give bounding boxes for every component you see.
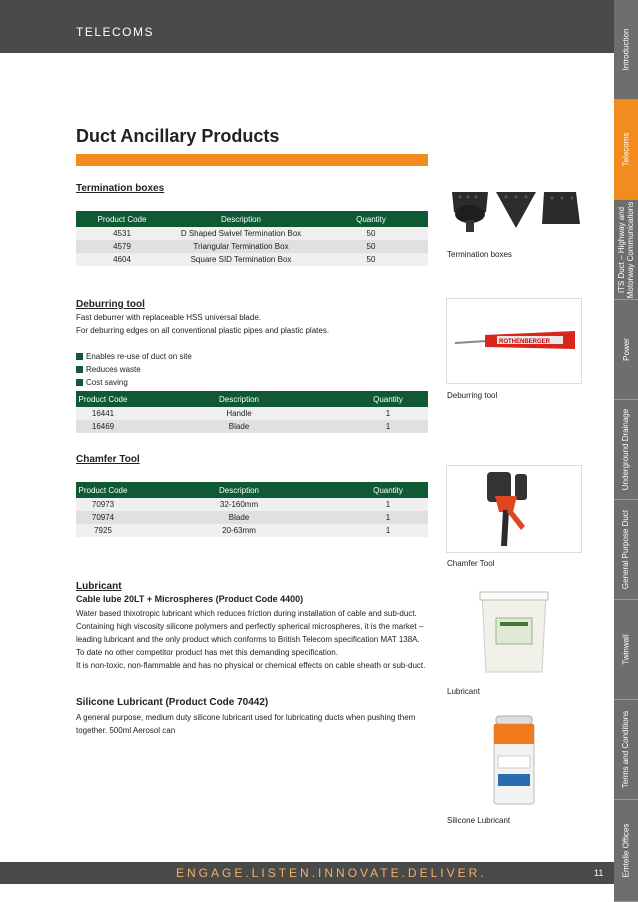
- termination-table: [76, 211, 428, 266]
- chamfer-tool-image: [446, 465, 582, 553]
- deburring-benefits-list: [76, 350, 192, 389]
- termination-boxes-image: [446, 184, 582, 242]
- chamfer-title: Chamfer Tool: [76, 454, 140, 465]
- lubricant-description: Water based thixotropic lubricant which reduces friction during installation of cable and sub-duct. Containing high viscosity silicone polymers and perfectly spherical microspheres, it is the market – leading lubricant and the only product which conforms to British Telecom specification MAT 138A. To date no other competitor product has met this demanding specification. It is non-toxic, non-flammable and has no physical or chemical effects on cable sheath or sub-duct.: [76, 609, 426, 670]
- footer-slogan: ENGAGE.LISTEN.INNOVATE.DELIVER.: [176, 866, 487, 880]
- rothenberger-brand: ROTHENBERGER: [499, 339, 551, 345]
- tab-terms-and-conditions[interactable]: Terms and Conditions: [614, 700, 638, 800]
- chamfer-table: [76, 482, 428, 537]
- table-row: 70974 Blade 1: [76, 511, 428, 524]
- list-item: Reduces waste: [76, 363, 192, 376]
- deburring-tool-image: [446, 298, 582, 384]
- tab-power[interactable]: Power: [614, 300, 638, 400]
- silicone-description: A general purpose, medium duty silicone lubricant used for lubricating ducts when pushing them together. 500ml Aerosol can: [76, 713, 416, 735]
- col-description: Description: [130, 391, 348, 407]
- deburring-caption: Deburring tool: [447, 391, 498, 400]
- sidebar-nav: [614, 0, 638, 902]
- tab-its-duct[interactable]: ITS Duct – Highway and Motorway Communications: [614, 200, 638, 300]
- tab-twinwall[interactable]: Twinwall: [614, 600, 638, 700]
- table-row: 16469 Blade 1: [76, 420, 428, 433]
- header-bar: [0, 0, 614, 53]
- silicone-title: Silicone Lubricant (Product Code 70442): [76, 697, 269, 708]
- lubricant-title: Lubricant: [76, 581, 122, 592]
- table-row: 70973 32-160mm 1: [76, 498, 428, 511]
- silicone-aerosol-image: [446, 712, 582, 808]
- lubricant-subtitle: Cable lube 20LT + Microspheres (Product Code 4400): [76, 594, 304, 604]
- chamfer-caption: Chamfer Tool: [447, 559, 495, 568]
- col-quantity: Quantity: [348, 391, 428, 407]
- termination-title: Termination boxes: [76, 183, 165, 194]
- page-title: Duct Ancillary Products: [76, 126, 280, 146]
- title-accent-bar: [76, 154, 428, 166]
- tab-telecoms[interactable]: Telecoms: [614, 100, 638, 200]
- section-title: TELECOMS: [76, 25, 155, 39]
- silicone-caption: Silicone Lubricant: [447, 816, 511, 825]
- deburring-table: [76, 391, 428, 433]
- deburring-line-1: Fast deburrer with replaceable HSS universal blade.: [76, 313, 261, 322]
- table-row: 4604 Square SID Termination Box 50: [76, 253, 428, 266]
- col-quantity: Quantity: [314, 211, 428, 227]
- table-row: 4531 D Shaped Swivel Termination Box 50: [76, 227, 428, 240]
- col-product-code: Product Code: [76, 211, 168, 227]
- tab-introduction[interactable]: Introduction: [614, 0, 638, 100]
- deburring-line-2: For deburring edges on all conventional plastic pipes and plastic plates.: [76, 326, 330, 335]
- lubricant-tub-image: [446, 586, 582, 678]
- col-description: Description: [168, 211, 314, 227]
- termination-caption: Termination boxes: [447, 250, 512, 259]
- table-row: 4579 Triangular Termination Box 50: [76, 240, 428, 253]
- col-product-code: Product Code: [76, 391, 130, 407]
- table-row: 7925 20-63mm 1: [76, 524, 428, 537]
- col-product-code: Product Code: [76, 482, 130, 498]
- table-row: 16441 Handle 1: [76, 407, 428, 420]
- tab-underground-drainage[interactable]: Underground Drainage: [614, 400, 638, 500]
- list-item: Enables re-use of duct on site: [76, 350, 192, 363]
- deburring-title: Deburring tool: [76, 299, 145, 310]
- col-description: Description: [130, 482, 348, 498]
- lubricant-caption: Lubricant: [447, 687, 480, 696]
- list-item: Cost saving: [76, 376, 192, 389]
- page-number: 11: [594, 868, 604, 878]
- col-quantity: Quantity: [348, 482, 428, 498]
- tab-general-purpose-duct[interactable]: General Purpose Duct: [614, 500, 638, 600]
- tab-emtelle-offices[interactable]: Emtelle Offices: [614, 800, 638, 902]
